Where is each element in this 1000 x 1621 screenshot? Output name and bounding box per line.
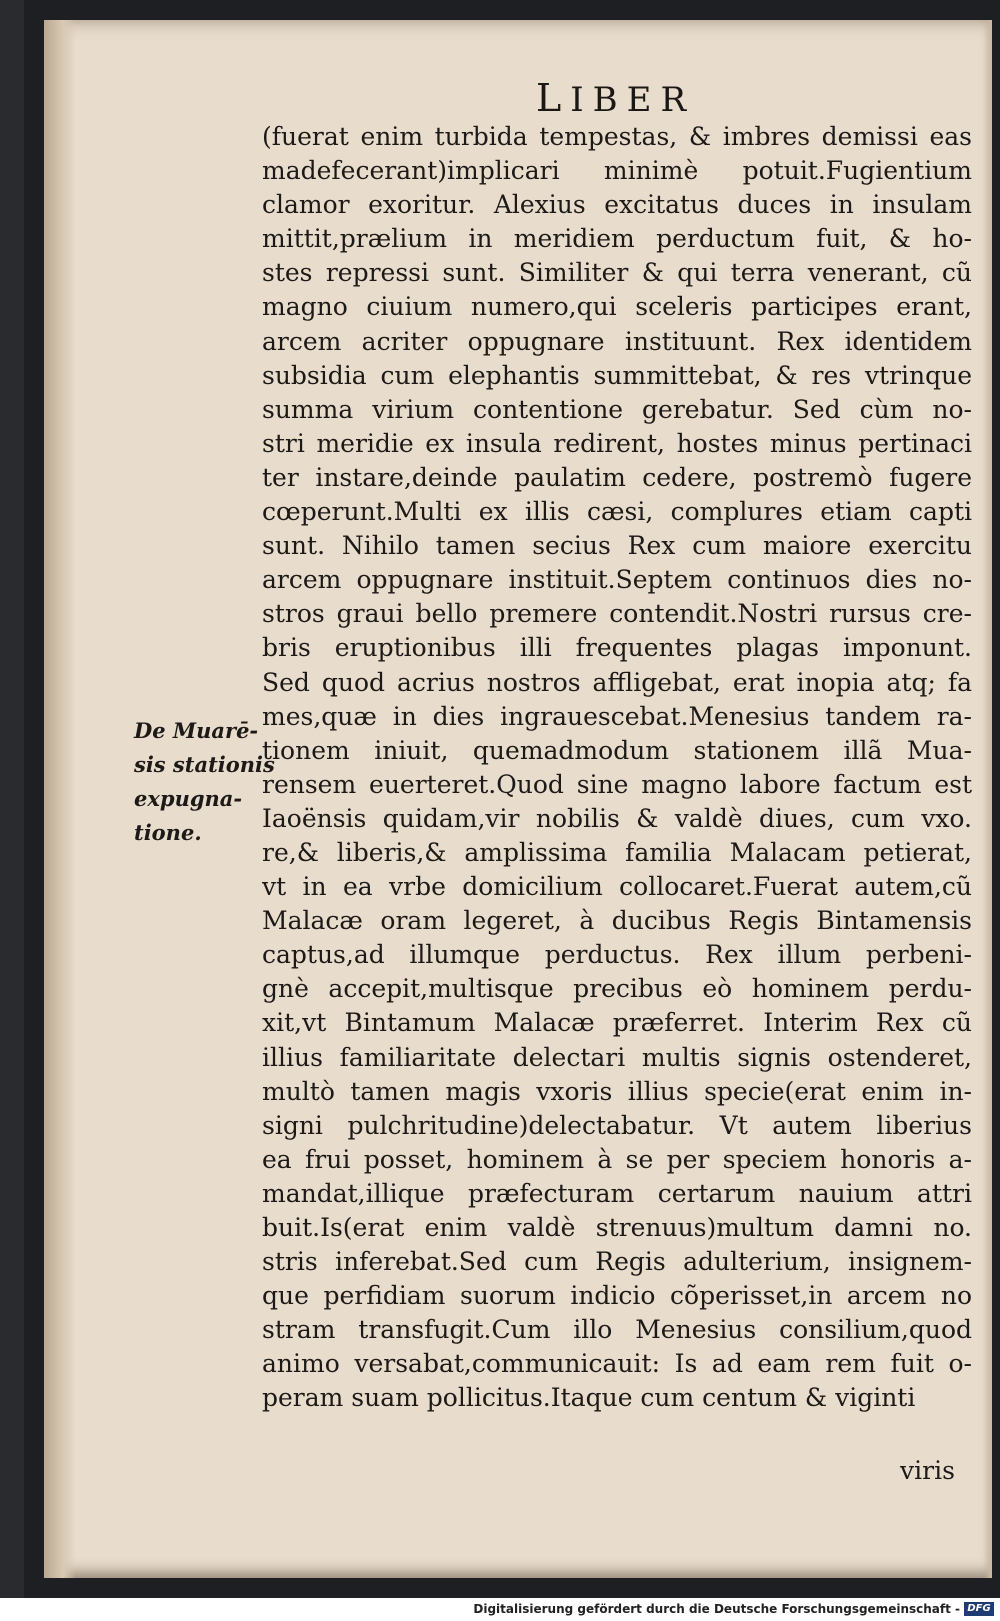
text-line: Iaoënsis quidam,vir nobilis & valdè diues, cum vxo. xyxy=(262,803,972,833)
dfg-logo-icon: DFG xyxy=(964,1602,994,1616)
text-line: Malacæ oram legeret, à ducibus Regis Bintamensis xyxy=(262,906,972,936)
running-head xyxy=(536,76,695,120)
text-line: stri meridie ex insula redirent, hostes minus pertinaci xyxy=(262,428,972,458)
funding-credit: Digitalisierung gefördert durch die Deutsche Forschungsgemeinschaft - xyxy=(473,1602,960,1616)
text-line: sunt. Nihilo tamen secius Rex cum maiore exercitu xyxy=(262,531,972,561)
text-line: mittit,prælium in meridiem perductum fuit, & ho- xyxy=(262,224,972,254)
text-line: rensem euerteret.Quod sine magno labore factum est xyxy=(262,769,972,799)
text-line: summa virium contentione gerebatur. Sed cùm no- xyxy=(262,394,972,424)
text-line: stram transfugit.Cum illo Menesius consilium,quod xyxy=(262,1315,972,1345)
text-line: cœperunt.Multi ex illis cæsi, complures etiam capti xyxy=(262,497,972,527)
text-line: ea frui posset, hominem à se per speciem honoris a- xyxy=(262,1144,972,1174)
text-line: arcem acriter oppugnare instituunt. Rex identidem xyxy=(262,326,972,356)
text-line: tionem iniuit, quemadmodum stationem illã Mua- xyxy=(262,735,972,765)
footer-bar xyxy=(0,1598,1000,1621)
text-line: clamor exoritur. Alexius excitatus duces in insulam xyxy=(262,190,972,220)
text-line: que perfidiam suorum indicio cõperisset,in arcem no xyxy=(262,1281,972,1311)
page-gutter-shadow xyxy=(44,20,76,1578)
text-line: ter instare,deinde paulatim cedere, postremò fugere xyxy=(262,462,972,492)
text-line: subsidia cum elephantis summittebat, & res vtrinque xyxy=(262,360,972,390)
text-line: bris eruptionibus illi frequentes plagas imponunt. xyxy=(262,633,972,663)
marginal-note-line: De Muarē- xyxy=(134,718,259,743)
text-line: stes repressi sunt. Similiter & qui terra venerant, cũ xyxy=(262,258,972,288)
text-line: mes,quæ in dies ingrauescebat.Menesius tandem ra- xyxy=(262,701,972,731)
catchword: viris xyxy=(900,1456,955,1485)
text-line: captus,ad illumque perductus. Rex illum perbeni- xyxy=(262,940,972,970)
text-line: Sed quod acrius nostros affligebat, erat inopia atq; fa xyxy=(262,667,972,697)
text-line: stris inferebat.Sed cum Regis adulterium, insignem- xyxy=(262,1247,972,1277)
marginal-note-line: sis stationis xyxy=(134,752,275,778)
text-line: animo versabat,communicauit: Is ad eam rem fuit o- xyxy=(262,1349,972,1379)
marginal-note xyxy=(134,714,275,850)
text-line: signi pulchritudine)delectabatur. Vt autem liberius xyxy=(262,1110,972,1140)
text-line: (fuerat enim turbida tempestas, & imbres demissi eas xyxy=(262,122,972,151)
text-line: buit.Is(erat enim valdè strenuus)multum damni no. xyxy=(262,1213,972,1242)
marginal-note-line: expugna- xyxy=(134,786,243,812)
text-line: illius familiaritate delectari multis signis ostenderet, xyxy=(262,1042,972,1072)
text-line: re,& liberis,& amplissima familia Malacam petierat, xyxy=(262,837,972,867)
running-head-initial: L xyxy=(536,76,571,120)
text-line: gnè accepit,multisque precibus eò hominem perdu- xyxy=(262,974,972,1004)
body-text xyxy=(262,120,972,1416)
text-line: xit,vt Bintamum Malacæ præferret. Interim Rex cũ xyxy=(262,1008,972,1038)
page-fore-edge xyxy=(984,20,992,1578)
text-line: stros graui bello premere contendit.Nostri rursus cre- xyxy=(262,599,972,629)
running-head-rest: IBER xyxy=(570,80,696,120)
text-line: multò tamen magis vxoris illius specie(erat enim in- xyxy=(262,1076,972,1106)
text-line: mandat,illique præfecturam certarum nauium attri xyxy=(262,1178,972,1208)
text-line: arcem oppugnare instituit.Septem continuos dies no- xyxy=(262,565,972,595)
text-line: peram suam pollicitus.Itaque cum centum & viginti xyxy=(262,1383,916,1413)
marginal-note-line: tione. xyxy=(134,820,202,846)
text-line: madefecerant)implicari minimè potuit.Fugientium xyxy=(262,156,972,186)
text-line: magno ciuium numero,qui sceleris participes erant, xyxy=(262,292,972,322)
binding-edge xyxy=(0,0,24,1598)
text-line: vt in ea vrbe domicilium collocaret.Fuerat autem,cũ xyxy=(262,872,972,902)
